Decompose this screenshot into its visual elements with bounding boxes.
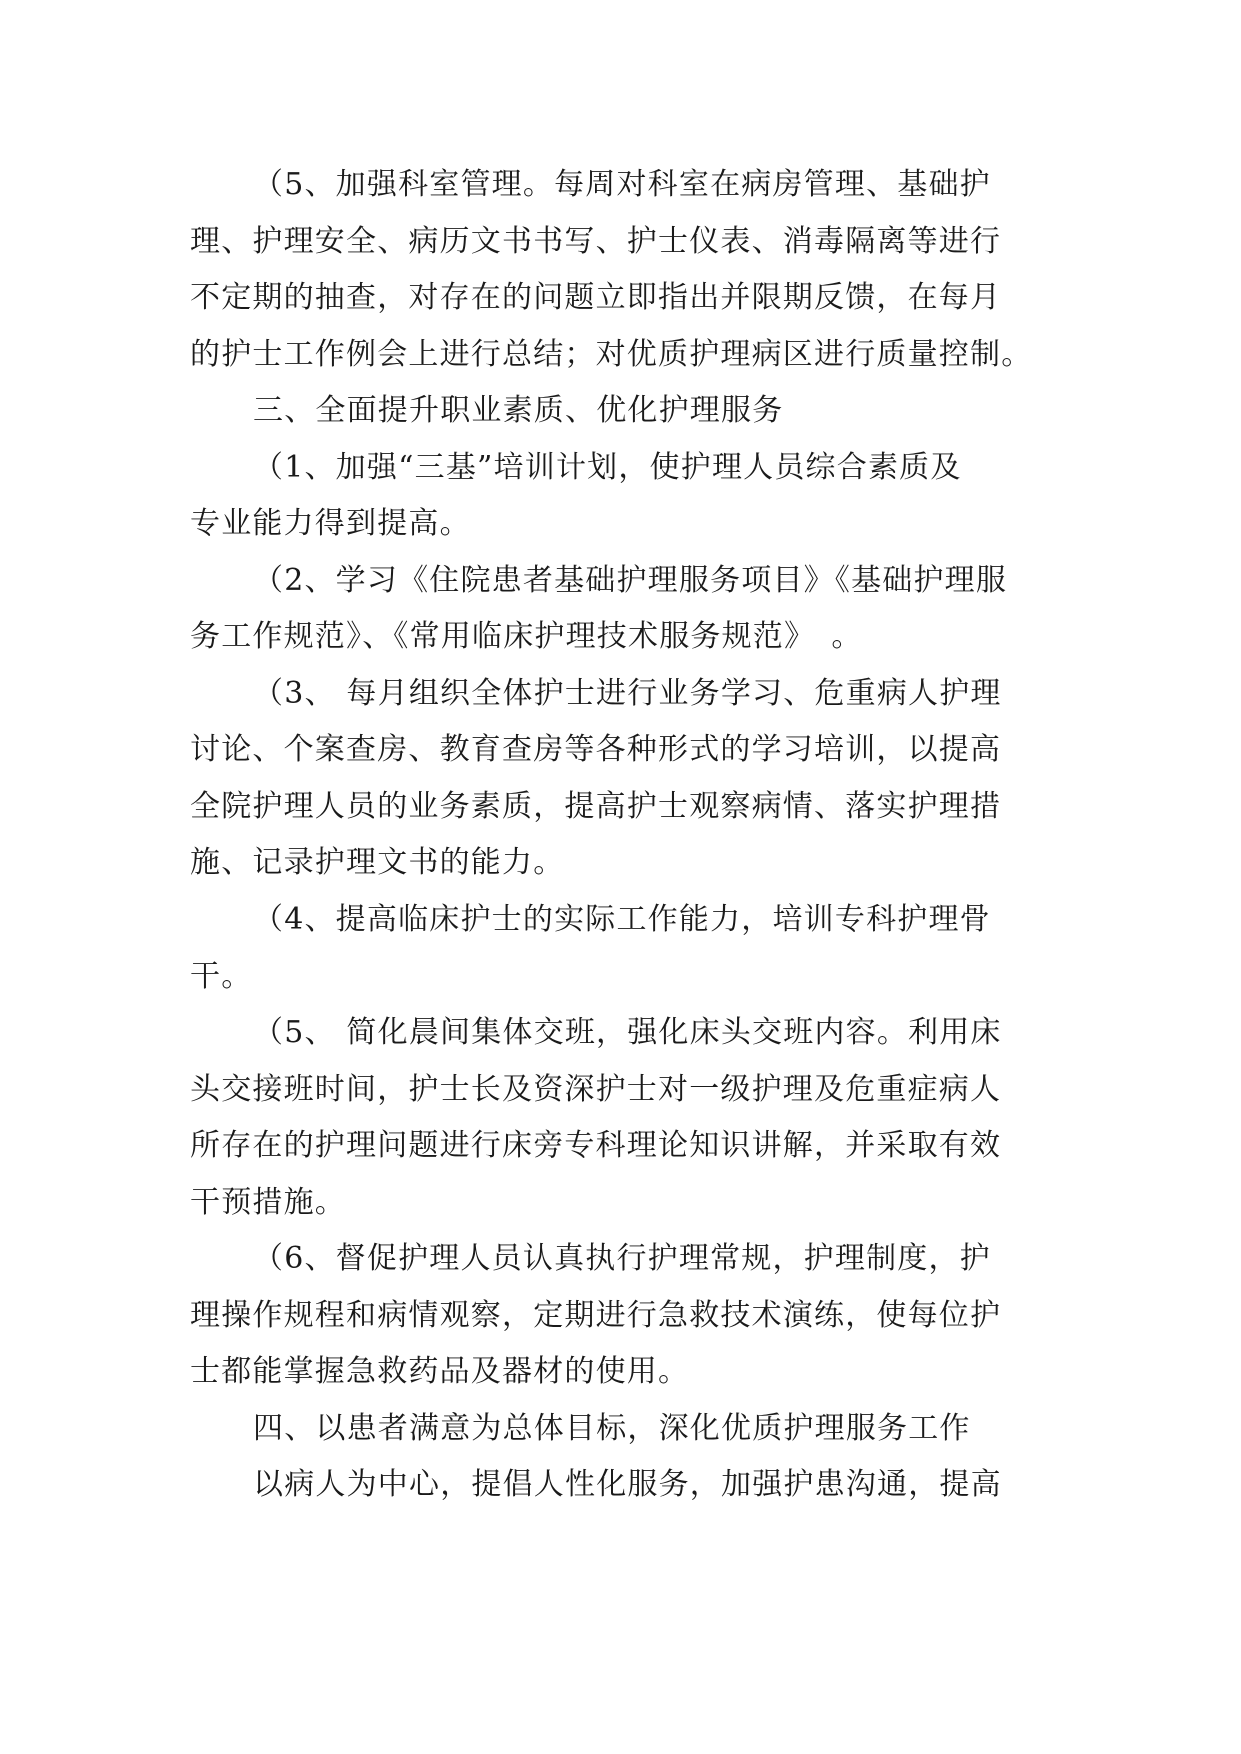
paragraph-line: 施、记录护理文书的能力。 — [190, 845, 565, 880]
paragraph-line: 理、护理安全、病历文书书写、护士仪表、消毒隔离等进行 — [190, 224, 1002, 259]
paragraph-line: 不定期的抽查，对存在的问题立即指出并限期反馈，在每月 — [190, 280, 1002, 315]
paragraph-line: （2、学习《住院患者基础护理服务项目》《基础护理服 — [253, 563, 1008, 598]
paragraph-line: 头交接班时间，护士长及资深护士对一级护理及危重症病人 — [190, 1072, 1002, 1107]
paragraph-line: 干。 — [190, 959, 253, 994]
paragraph-line: （1、加强“三基”培训计划，使护理人员综合素质及 — [253, 450, 962, 485]
paragraph-line: 专业能力得到提高。 — [190, 506, 471, 541]
paragraph-line: 士都能掌握急救药品及器材的使用。 — [190, 1354, 690, 1389]
paragraph-line: 所存在的护理问题进行床旁专科理论知识讲解，并采取有效 — [190, 1128, 1002, 1163]
paragraph-line: 讨论、个案查房、教育查房等各种形式的学习培训，以提高 — [190, 732, 1002, 767]
section-heading: 三、全面提升职业素质、优化护理服务 — [253, 393, 784, 428]
section-heading: 四、以患者满意为总体目标，深化优质护理服务工作 — [253, 1411, 971, 1446]
paragraph-line: （5、加强科室管理。每周对科室在病房管理、基础护 — [253, 167, 991, 202]
paragraph-line: （5、 简化晨间集体交班，强化床头交班内容。利用床 — [253, 1015, 1002, 1050]
paragraph-line: 务工作规范》、《常用临床护理技术服务规范》 。 — [190, 619, 863, 654]
paragraph-line: （3、 每月组织全体护士进行业务学习、危重病人护理 — [253, 676, 1002, 711]
paragraph-line: （6、督促护理人员认真执行护理常规，护理制度，护 — [253, 1241, 991, 1276]
paragraph-line: 理操作规程和病情观察，定期进行急救技术演练，使每位护 — [190, 1298, 1002, 1333]
paragraph-line: 全院护理人员的业务素质，提高护士观察病情、落实护理措 — [190, 789, 1002, 824]
paragraph-line: （4、提高临床护士的实际工作能力，培训专科护理骨 — [253, 902, 991, 937]
paragraph-line: 以病人为中心，提倡人性化服务，加强护患沟通，提高 — [253, 1467, 1002, 1502]
paragraph-line: 的护士工作例会上进行总结；对优质护理病区进行质量控制。 — [190, 337, 1033, 372]
paragraph-line: 干预措施。 — [190, 1185, 346, 1220]
